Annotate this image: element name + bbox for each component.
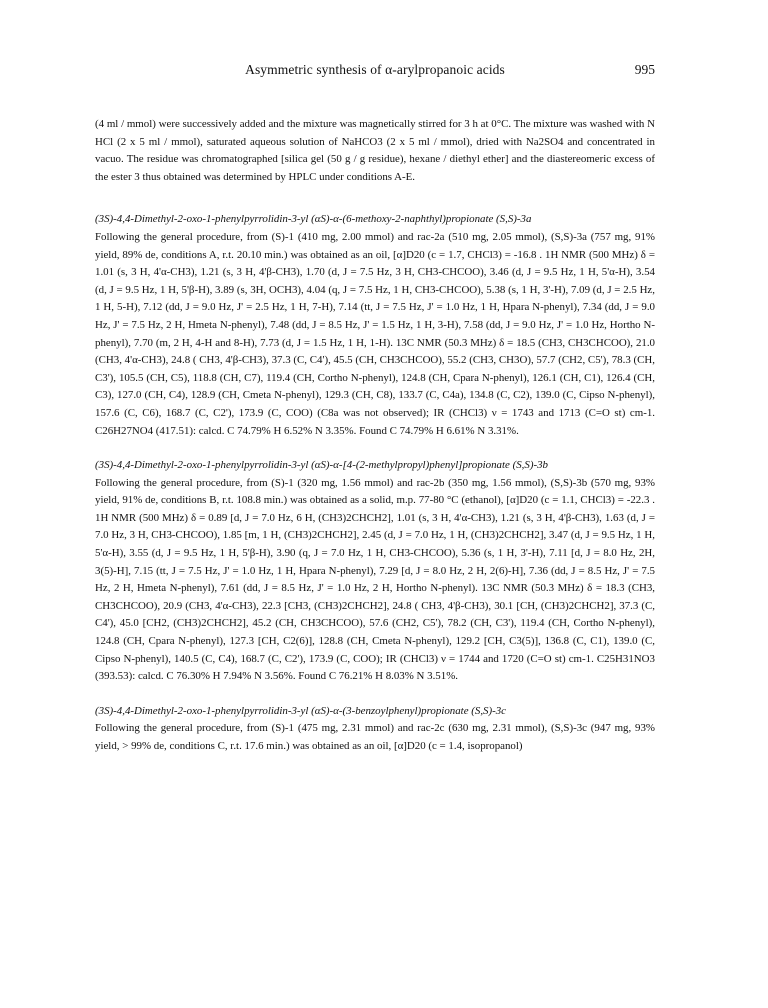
compound-description: Following the general procedure, from (S)-1 (410 mg, 2.00 mmol) and rac-2a (510 mg, 2.05 mmol), (S,S)-3a (757 mg, 91% yield, 89% de, conditions A, r.t. 20.10 min.) was obtained as an oil, [α]D20 (c = 1.7, CHCl3) = -16.8 . 1H NMR (500 MHz) δ = 1.01 (s, 3 H, 4'α-CH3), 1.21 (s, 3 H, 4'β-CH3), 1.70 (d, J = 7.5 Hz, 3 H, CH3-CHCOO), 3.46 (d, J = 9.5 Hz, 1 H, 5'α-H), 3.54 (d, J = 9.5 Hz, 1 H, 5'β-H), 3.89 (s, 3H, OCH3), 4.04 (q, J = 7.5 Hz, 1 H, CH3-CHCOO), 5.38 (s, 1 H, 3'-H), 7.09 (d, J = 2.5 Hz, 1 H, 5-H), 7.12 (dd, J = 9.0 Hz, J' = 2.5 Hz, 1 H, 7-H), 7.14 (tt, J = 7.5 Hz, J' = 1.0 Hz, 1 H, Hpara N-phenyl), 7.34 (dd, J = 9.0 Hz, J' = 7.5 Hz, 2 H, Hmeta N-phenyl), 7.48 (dd, J = 8.5 Hz, J' = 1.5 Hz, 1 H, 3-H), 7.58 (dd, J = 9.0 Hz, J' = 1.0 Hz, Hortho N-phenyl), 7.70 (m, 2 H, 4-H and 8-H), 7.73 (d, J = 1.5 Hz, 1 H, 1-H). 13C NMR (50.3 MHz) δ = 18.5 (CH3, CH3CHCOO), 21.0 (CH3, 4'α-CH3), 24.8 ( CH3, 4'β-CH3), 37.3 (C, C4'), 45.5 (CH, CH3CHCOO), 55.2 (CH3, CH3O), 57.7 (CH2, C5'), 78.3 (CH, C3'), 105.5 (CH, C5), 118.8 (CH, C7), 119.4 (CH, Cortho N-phenyl), 124.8 (CH, Cpara N-phenyl), 126.1 (CH, C1), 126.4 (CH, C3), 127.0 (CH, C4), 128.9 (CH, Cmeta N-phenyl), 129.3 (CH, C8), 133.7 (C, C4a), 134.8 (C, C2), 139.0 (C, Cipso N-phenyl), 157.6 (C, C6), 168.7 (C, C2'), 173.9 (C, COO) (C8a was not observed); IR (CHCl3) ν = 1743 and 1713 (C=O st) cm-1. C26H27NO4 (417.51): calcd. C 74.79% H 6.52% N 3.35%. Found C 74.79% H 6.61% N 3.31%. [95, 230, 655, 437]
running-title: Asymmetric synthesis of α-arylpropanoic acids [245, 62, 505, 77]
compound-title: (3S)-4,4-Dimethyl-2-oxo-1-phenylpyrrolidin-3-yl (αS)-α-(6-methoxy-2-naphthyl)propionate (S,S)-3a [95, 213, 532, 226]
compound-section-3c [95, 703, 655, 756]
intro-paragraph: (4 ml / mmol) were successively added and the mixture was magnetically stirred for 3 h at 0°C. The mixture was washed with N HCl (2 x 5 ml / mmol), saturated aqueous solution of NaHCO3 (2 x 5 ml / mmol), dried with Na2SO4 and concentrated in vacuo. The residue was chromatographed [silica gel (50 g / g residue), hexane / diethyl ether] and the diastereomeric excess of the ester 3 thus obtained was determined by HPLC under conditions A-E. [95, 118, 655, 183]
compound-description: Following the general procedure, from (S)-1 (320 mg, 1.56 mmol) and rac-2b (350 mg, 1.56 mmol), (S,S)-3b (570 mg, 93% yield, 91% de, conditions B, r.t. 108.8 min.) was obtained as a solid, m.p. 77-80 °C (ethanol), [α]D20 (c = 1.1, CHCl3) = -22.3 . 1H NMR (500 MHz) δ = 0.89 [d, J = 7.0 Hz, 6 H, (CH3)2CHCH2], 1.01 (s, 3 H, 4'α-CH3), 1.21 (s, 3 H, 4'β-CH3), 1.63 (d, J = 7.0 Hz, 3 H, CH3-CHCOO), 1.85 [m, 1 H, (CH3)2CHCH2], 2.45 (d, J = 7.0 Hz, 1 H, (CH3)2CHCH2], 3.47 (d, J = 9.5 Hz, 1 H, 5'α-H), 3.55 (d, J = 9.5 Hz, 1 H, 5'β-H), 3.90 (q, J = 7.0 Hz, 1 H, CH3-CHCOO), 5.36 (s, 1 H, 3'-H), 7.11 [d, J = 8.0 Hz, 2H, 3(5)-H], 7.15 (tt, J = 7.5 Hz, J' = 1.0 Hz, 1 H, Hpara N-phenyl), 7.29 [d, J = 8.0 Hz, 2 H, 2(6)-H], 7.36 (dd, J = 8.5 Hz, J' = 7.5 Hz, 2 H, Hmeta N-phenyl), 7.61 (dd, J = 8.5 Hz, J' = 1.0 Hz, 2 H, Hortho N-phenyl). 13C NMR (50.3 MHz) δ = 18.3 (CH3, CH3CHCOO), 20.9 (CH3, 4'α-CH3), 22.3 [CH3, (CH3)2CHCH2], 24.8 ( CH3, 4'β-CH3), 30.1 [CH, (CH3)2CHCH2], 37.3 (C, C4'), 45.0 [CH2, (CH3)2CHCH2], 45.2 (CH, CH3CHCOO), 57.6 (CH2, C5'), 78.2 (CH, C3'), 119.4 (CH, Cortho N-phenyl), 124.8 (CH, Cpara N-phenyl), 127.3 [CH, C2(6)], 128.8 (CH, Cmeta N-phenyl), 129.2 [CH, C3(5)], 136.8 (C, C1), 139.0 (C, Cipso N-phenyl), 140.5 (C, C4), 168.7 (C, C2'), 173.9 (C, COO); IR (CHCl3) ν = 1744 and 1720 (C=O st) cm-1. C25H31NO3 (393.53): calcd. C 76.30% H 7.94% N 3.56%. Found C 76.21% H 8.03% N 3.51%. [95, 476, 655, 683]
article-body [95, 116, 655, 773]
compound-description: Following the general procedure, from (S)-1 (475 mg, 2.31 mmol) and rac-2c (630 mg, 2.31 mmol), (S,S)-3c (947 mg, 93% yield, > 99% de, conditions C, r.t. 17.6 min.) was obtained as an oil, [α]D20 (c = 1.4, isopropanol) [95, 722, 655, 752]
compound-title: (3S)-4,4-Dimethyl-2-oxo-1-phenylpyrrolidin-3-yl (αS)-α-(3-benzoylphenyl)propionate (S,S)-3c [95, 704, 507, 717]
page-number: 995 [634, 62, 655, 77]
compound-section-3a [95, 211, 655, 440]
compound-section-3b [95, 457, 655, 686]
page-header [95, 62, 655, 82]
compound-title: (3S)-4,4-Dimethyl-2-oxo-1-phenylpyrrolidin-3-yl (αS)-α-[4-(2-methylpropyl)phenyl]propionate (S,S)-3b [95, 459, 548, 472]
